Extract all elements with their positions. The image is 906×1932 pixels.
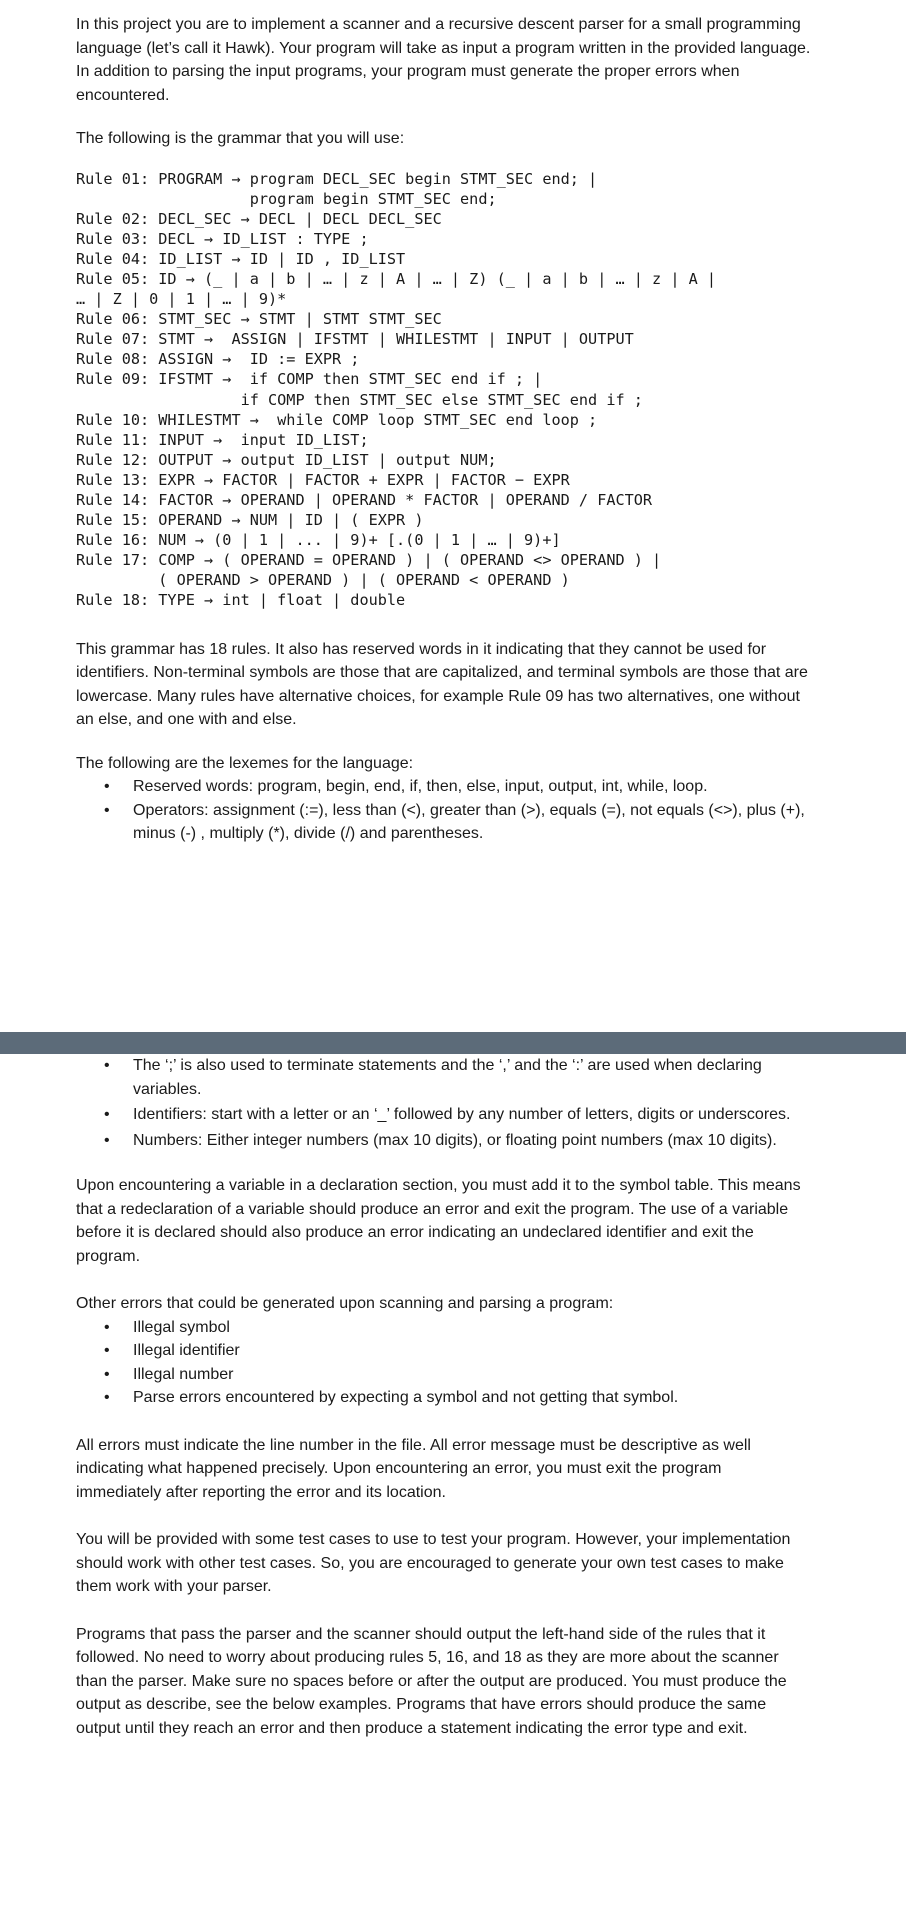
- list-item: [76, 1363, 811, 1387]
- list-item: [76, 1103, 811, 1127]
- page-separator: [0, 1032, 906, 1054]
- page-2-content: [0, 1054, 906, 1740]
- list-item: [76, 1054, 811, 1101]
- grammar-rule-line: Rule 06: STMT_SEC → STMT | STMT STMT_SEC: [76, 310, 442, 329]
- grammar-rule-line: Rule 10: WHILESTMT → while COMP loop STMT_SEC end loop ;: [76, 410, 598, 429]
- other-errors-intro: Other errors that could be generated upon scanning and parsing a program:: [76, 1295, 614, 1312]
- list-item: [76, 775, 811, 799]
- grammar-rule-line: Rule 18: TYPE → int | float | double: [76, 591, 406, 610]
- bullet-icon: •: [104, 1389, 110, 1406]
- list-item: [76, 1316, 811, 1340]
- test-cases-paragraph: You will be provided with some test cases to use to test your program. However, your implementation should work with other test cases. So, you are encouraged to generate your own test cases to make them work with your parser.: [76, 1531, 791, 1595]
- grammar-rule-line: Rule 13: EXPR → FACTOR | FACTOR + EXPR | FACTOR − EXPR: [76, 470, 570, 489]
- list-item-text: Reserved words: program, begin, end, if, then, else, input, output, int, while, loop.: [133, 778, 708, 796]
- bullet-icon: •: [104, 1342, 110, 1359]
- list-item-text: Illegal number: [133, 1365, 234, 1383]
- page-1-content: [0, 13, 906, 846]
- list-item-text: Illegal identifier: [133, 1342, 240, 1359]
- bullet-icon: •: [104, 1318, 110, 1336]
- errors-paragraph: All errors must indicate the line number in the file. All error message must be descriptive as well indicating what happened precisely. Upon encountering an error, you must exit the program immediately after reporting the error and its location.: [76, 1436, 751, 1501]
- list-item-text: Identifiers: start with a letter or an ‘_’ followed by any number of letters, digits or underscores.: [133, 1106, 791, 1123]
- lexemes-list-page-1: [76, 775, 811, 846]
- grammar-rule-line: Rule 04: ID_LIST → ID | ID , ID_LIST: [76, 249, 406, 268]
- list-item-text: Parse errors encountered by expecting a symbol and not getting that symbol.: [133, 1389, 679, 1406]
- list-item-text: Operators: assignment (:=), less than (<), greater than (>), equals (=), not equals (<>), plus (+), minus (-) , multiply (*), divide (/) and parentheses.: [133, 801, 805, 843]
- symbol-table-paragraph: Upon encountering a variable in a declaration section, you must add it to the symbol table. This means that a redeclaration of a variable should produce an error and exit the program. The use of a variable before it is declared should also produce an error indicating an undeclared identifier and exit the program.: [76, 1177, 801, 1265]
- bullet-icon: •: [104, 1057, 110, 1074]
- list-item: [76, 1339, 811, 1363]
- grammar-rule-line: Rule 07: STMT → ASSIGN | IFSTMT | WHILESTMT | INPUT | OUTPUT: [76, 330, 634, 349]
- intro-paragraph: In this project you are to implement a scanner and a recursive descent parser for a small programming language (let’s call it Hawk). Your program will take as input a program written in the provided language. In addition to parsing the input programs, your program must generate the proper errors when encountered.: [76, 16, 811, 104]
- bullet-icon: •: [104, 1365, 110, 1383]
- grammar-rule-line: Rule 09: IFSTMT → if COMP then STMT_SEC end if ; |: [76, 370, 543, 389]
- list-item: [76, 1129, 811, 1153]
- list-item: [76, 799, 811, 846]
- grammar-rule-line: Rule 17: COMP → ( OPERAND = OPERAND ) | ( OPERAND <> OPERAND ) |: [76, 551, 662, 570]
- grammar-rule-line: … | Z | 0 | 1 | … | 9)*: [76, 290, 287, 309]
- grammar-description: This grammar has 18 rules. It also has reserved words in it indicating that they cannot be used for identifiers. Non-terminal symbols are those that are capitalized, and terminal symbols are those that are lowercase. Many rules have alternative choices, for example Rule 09 has two alternatives, one without an else, and one with and else.: [76, 640, 808, 729]
- grammar-rule-line: program begin STMT_SEC end;: [76, 189, 497, 208]
- list-item-text: The ‘;’ is also used to terminate statements and the ‘,’ and the ‘:’ are used when declaring variables.: [133, 1057, 762, 1098]
- grammar-rule-line: Rule 16: NUM → (0 | 1 | ... | 9)+ [.(0 | 1 | … | 9)+]: [76, 531, 561, 550]
- other-errors-list: [76, 1316, 811, 1410]
- grammar-rule-line: Rule 15: OPERAND → NUM | ID | ( EXPR ): [76, 511, 424, 530]
- document-page-2: [0, 1054, 906, 1932]
- grammar-rule-line: Rule 05: ID → (_ | a | b | … | z | A | … | Z) (_ | a | b | … | z | A |: [76, 269, 717, 288]
- bullet-icon: •: [104, 801, 110, 819]
- grammar-intro: The following is the grammar that you will use:: [76, 130, 405, 147]
- list-item: [76, 1386, 811, 1410]
- bullet-icon: •: [104, 1131, 110, 1149]
- grammar-rule-line: Rule 01: PROGRAM → program DECL_SEC begin STMT_SEC end; |: [76, 169, 598, 188]
- grammar-rule-line: Rule 11: INPUT → input ID_LIST;: [76, 430, 369, 449]
- grammar-rule-line: Rule 02: DECL_SEC → DECL | DECL DECL_SEC: [76, 209, 442, 228]
- grammar-rule-line: ( OPERAND > OPERAND ) | ( OPERAND < OPERAND ): [76, 571, 570, 590]
- grammar-rule-line: Rule 08: ASSIGN → ID := EXPR ;: [76, 350, 360, 369]
- list-item-text: Illegal symbol: [133, 1318, 230, 1336]
- bullet-icon: •: [104, 1106, 110, 1123]
- lexemes-intro: The following are the lexemes for the language:: [76, 754, 414, 772]
- list-item-text: Numbers: Either integer numbers (max 10 digits), or floating point numbers (max 10 digits).: [133, 1131, 777, 1149]
- grammar-rule-line: Rule 14: FACTOR → OPERAND | OPERAND * FACTOR | OPERAND / FACTOR: [76, 491, 653, 509]
- grammar-rules-block: [76, 169, 811, 611]
- grammar-rule-line: Rule 03: DECL → ID_LIST : TYPE ;: [76, 229, 369, 248]
- lexemes-list-page-2: [76, 1054, 811, 1152]
- bullet-icon: •: [104, 778, 110, 796]
- output-paragraph: Programs that pass the parser and the scanner should output the left-hand side of the rules that it followed. No need to worry about producing rules 5, 16, and 18 as they are more about the scanner than the parser. Make sure no spaces before or after the output are produced. You must produce the output as describe, see the below examples. Programs that have errors should produce the same output until they reach an error and then produce a statement indicating the error type and exit.: [76, 1625, 787, 1737]
- grammar-rule-line: if COMP then STMT_SEC else STMT_SEC end if ;: [76, 390, 643, 409]
- grammar-rule-line: Rule 12: OUTPUT → output ID_LIST | output NUM;: [76, 450, 497, 469]
